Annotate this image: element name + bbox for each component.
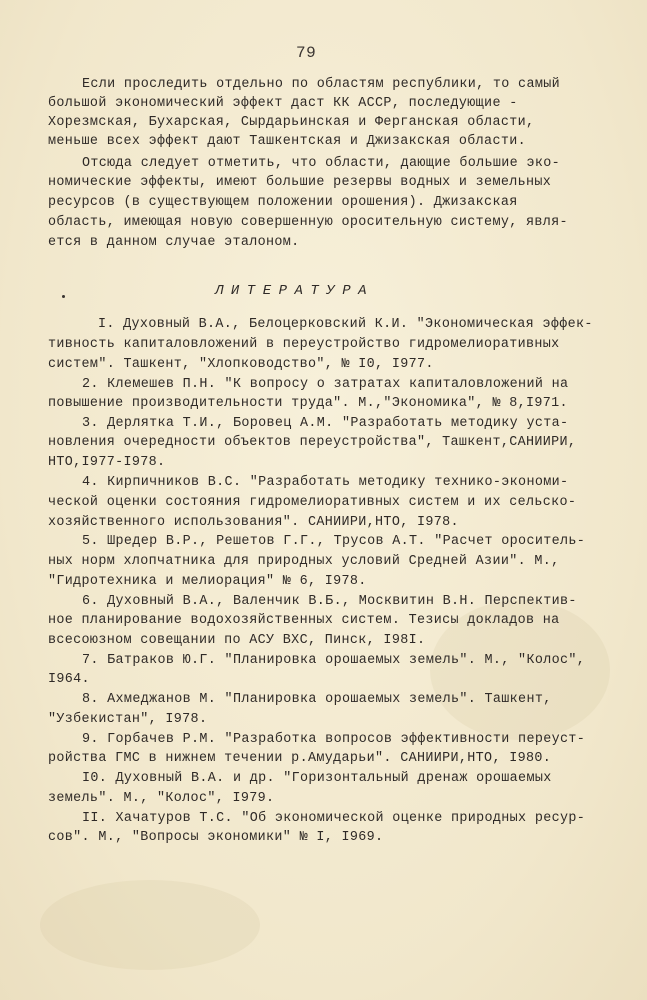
reference-line: 8. Ахмеджанов М. "Планировка орошаемых земель". Ташкент, <box>82 692 552 707</box>
reference-line: I. Духовный В.А., Белоцерковский К.И. "Экономическая эффек- <box>98 317 593 332</box>
reference-line: НТО,I977-I978. <box>48 455 166 470</box>
text-line: большой экономический эффект даст КК АССР, последующие - <box>48 96 518 111</box>
reference-line: 7. Батраков Ю.Г. "Планировка орошаемых земель". М., "Колос", <box>82 653 586 668</box>
page-number: 79 <box>296 44 317 62</box>
literature-heading: ЛИТЕРАТУРА <box>215 283 375 299</box>
reference-line: повышение производительности труда". М.,"Экономика", № 8,I971. <box>48 396 568 411</box>
reference-line: ных норм хлопчатника для природных условий Средней Азии". М., <box>48 554 560 569</box>
reference-line: всесоюзном совещании по АСУ ВХС, Пинск, I98I. <box>48 633 426 648</box>
paper-stain <box>40 880 260 970</box>
text-line: номические эффекты, имеют большие резервы водных и земельных <box>48 175 552 190</box>
text-line: Если проследить отдельно по областям республики, то самый <box>82 77 560 92</box>
reference-line: хозяйственного использования". САНИИРИ,НТО, I978. <box>48 515 459 530</box>
reference-line: II. Хачатуров Т.С. "Об экономической оценке природных ресур- <box>82 811 586 826</box>
reference-line: ное планирование водохозяйственных систем. Тезисы докладов на <box>48 613 560 628</box>
text-line: область, имеющая новую совершенную оросительную систему, явля- <box>48 215 568 230</box>
reference-line: ройства ГМС в нижнем течении р.Амударьи". САНИИРИ,НТО, I980. <box>48 751 552 766</box>
reference-line: сов". М., "Вопросы экономики" № I, I969. <box>48 830 384 845</box>
stray-mark <box>62 295 65 298</box>
reference-line: 3. Дерлятка Т.И., Боровец А.М. "Разработать методику уста- <box>82 416 569 431</box>
reference-line: "Гидротехника и мелиорация" № 6, I978. <box>48 574 367 589</box>
reference-line: тивность капиталовложений в переустройство гидромелиоративных <box>48 337 560 352</box>
text-line: Отсюда следует отметить, что области, дающие большие эко- <box>82 156 560 171</box>
reference-line: 9. Горбачев Р.М. "Разработка вопросов эффективности переуст- <box>82 732 586 747</box>
reference-line: земель". М., "Колос", I979. <box>48 791 275 806</box>
reference-line: I0. Духовный В.А. и др. "Горизонтальный дренаж орошаемых <box>82 771 552 786</box>
reference-line: "Узбекистан", I978. <box>48 712 208 727</box>
reference-line: I964. <box>48 672 90 687</box>
reference-line: 6. Духовный В.А., Валенчик В.Б., Москвитин В.Н. Перспектив- <box>82 594 577 609</box>
reference-line: 5. Шредер В.Р., Решетов Г.Г., Трусов А.Т. "Расчет ороситель- <box>82 534 586 549</box>
reference-line: 2. Клемешев П.Н. "К вопросу о затратах капиталовложений на <box>82 377 569 392</box>
reference-line: ческой оценки состояния гидромелиоративных систем и их сельско- <box>48 495 577 510</box>
text-line: меньше всех эффект дают Ташкентская и Джизакская области. <box>48 134 526 149</box>
text-line: ресурсов (в существующем положении орошения). Джизакская <box>48 195 518 210</box>
reference-line: систем". Ташкент, "Хлопководство", № I0, I977. <box>48 357 434 372</box>
reference-line: новления очередности объектов переустройства", Ташкент,САНИИРИ, <box>48 435 577 450</box>
text-line: Хорезмская, Бухарская, Сырдарьинская и Ферганская области, <box>48 115 535 130</box>
text-line: ется в данном случае эталоном. <box>48 235 300 250</box>
reference-line: 4. Кирпичников В.С. "Разработать методику технико-экономи- <box>82 475 569 490</box>
